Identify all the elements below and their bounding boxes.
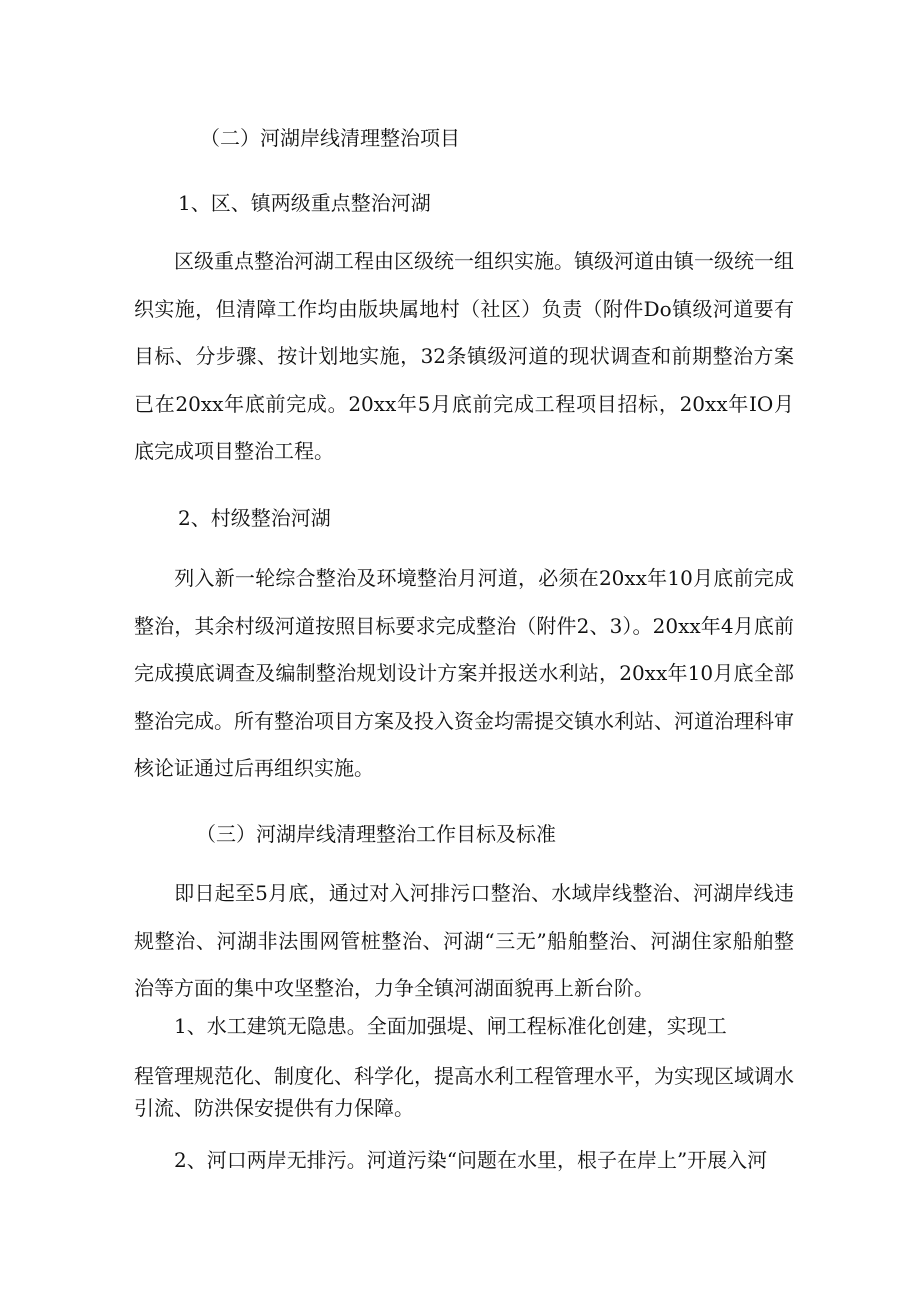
standard-1-first-line: 1、水工建筑无隐患。全面加强堤、闸工程标准化创建，实现工 (174, 1014, 727, 1038)
section-heading-2: （二）河湖岸线清理整治项目 (200, 126, 460, 150)
item-2-title: 2、村级整治河湖 (178, 506, 331, 530)
paragraph-3: 即日起至5月底，通过对入河排污口整治、水域岸线整治、河湖岸线违规整治、河湖非法围网管桩整治、河湖“三无”船舶整治、河湖住家船舶整治等方面的集中攻坚整治，力争全镇河湖面貌再上新台阶。 (134, 881, 794, 1001)
paragraph-2-block (134, 555, 794, 793)
paragraph-3-block (134, 870, 794, 1013)
standard-1-rest: 程管理规范化、制度化、科学化，提高水利工程管理水平，为实现区域调水引流、防洪保安提供有力保障。 (134, 1064, 794, 1120)
paragraph-1: 区级重点整治河湖工程由区级统一组织实施。镇级河道由镇一级统一组织实施，但清障工作均由版块属地村（社区）负责（附件Do镇级河道要有目标、分步骤、按计划地实施，32条镇级河道的现状调查和前期整治方案已在20xx年底前完成。20xx年5月底前完成工程项目招标，20xx年IO月底完成项目整治工程。 (134, 249, 794, 464)
paragraph-1-block (134, 238, 794, 476)
section-heading-3: （三）河湖岸线清理整治工作目标及标准 (196, 822, 556, 846)
standard-2-first-line: 2、河口两岸无排污。河道污染“问题在水里，根子在岸上”开展入河 (174, 1148, 768, 1172)
paragraph-2: 列入新一轮综合整治及环境整治月河道，必须在20xx年10月底前完成整治，其余村级河道按照目标要求完成整治（附件2、3）。20xx年4月底前完成摸底调查及编制整治规划设计方案并报送水利站，20xx年10月底全部整治完成。所有整治项目方案及投入资金均需提交镇水利站、河道治理科审核论证通过后再组织实施。 (134, 566, 794, 781)
item-1-title: 1、区、镇两级重点整治河湖 (178, 191, 431, 215)
